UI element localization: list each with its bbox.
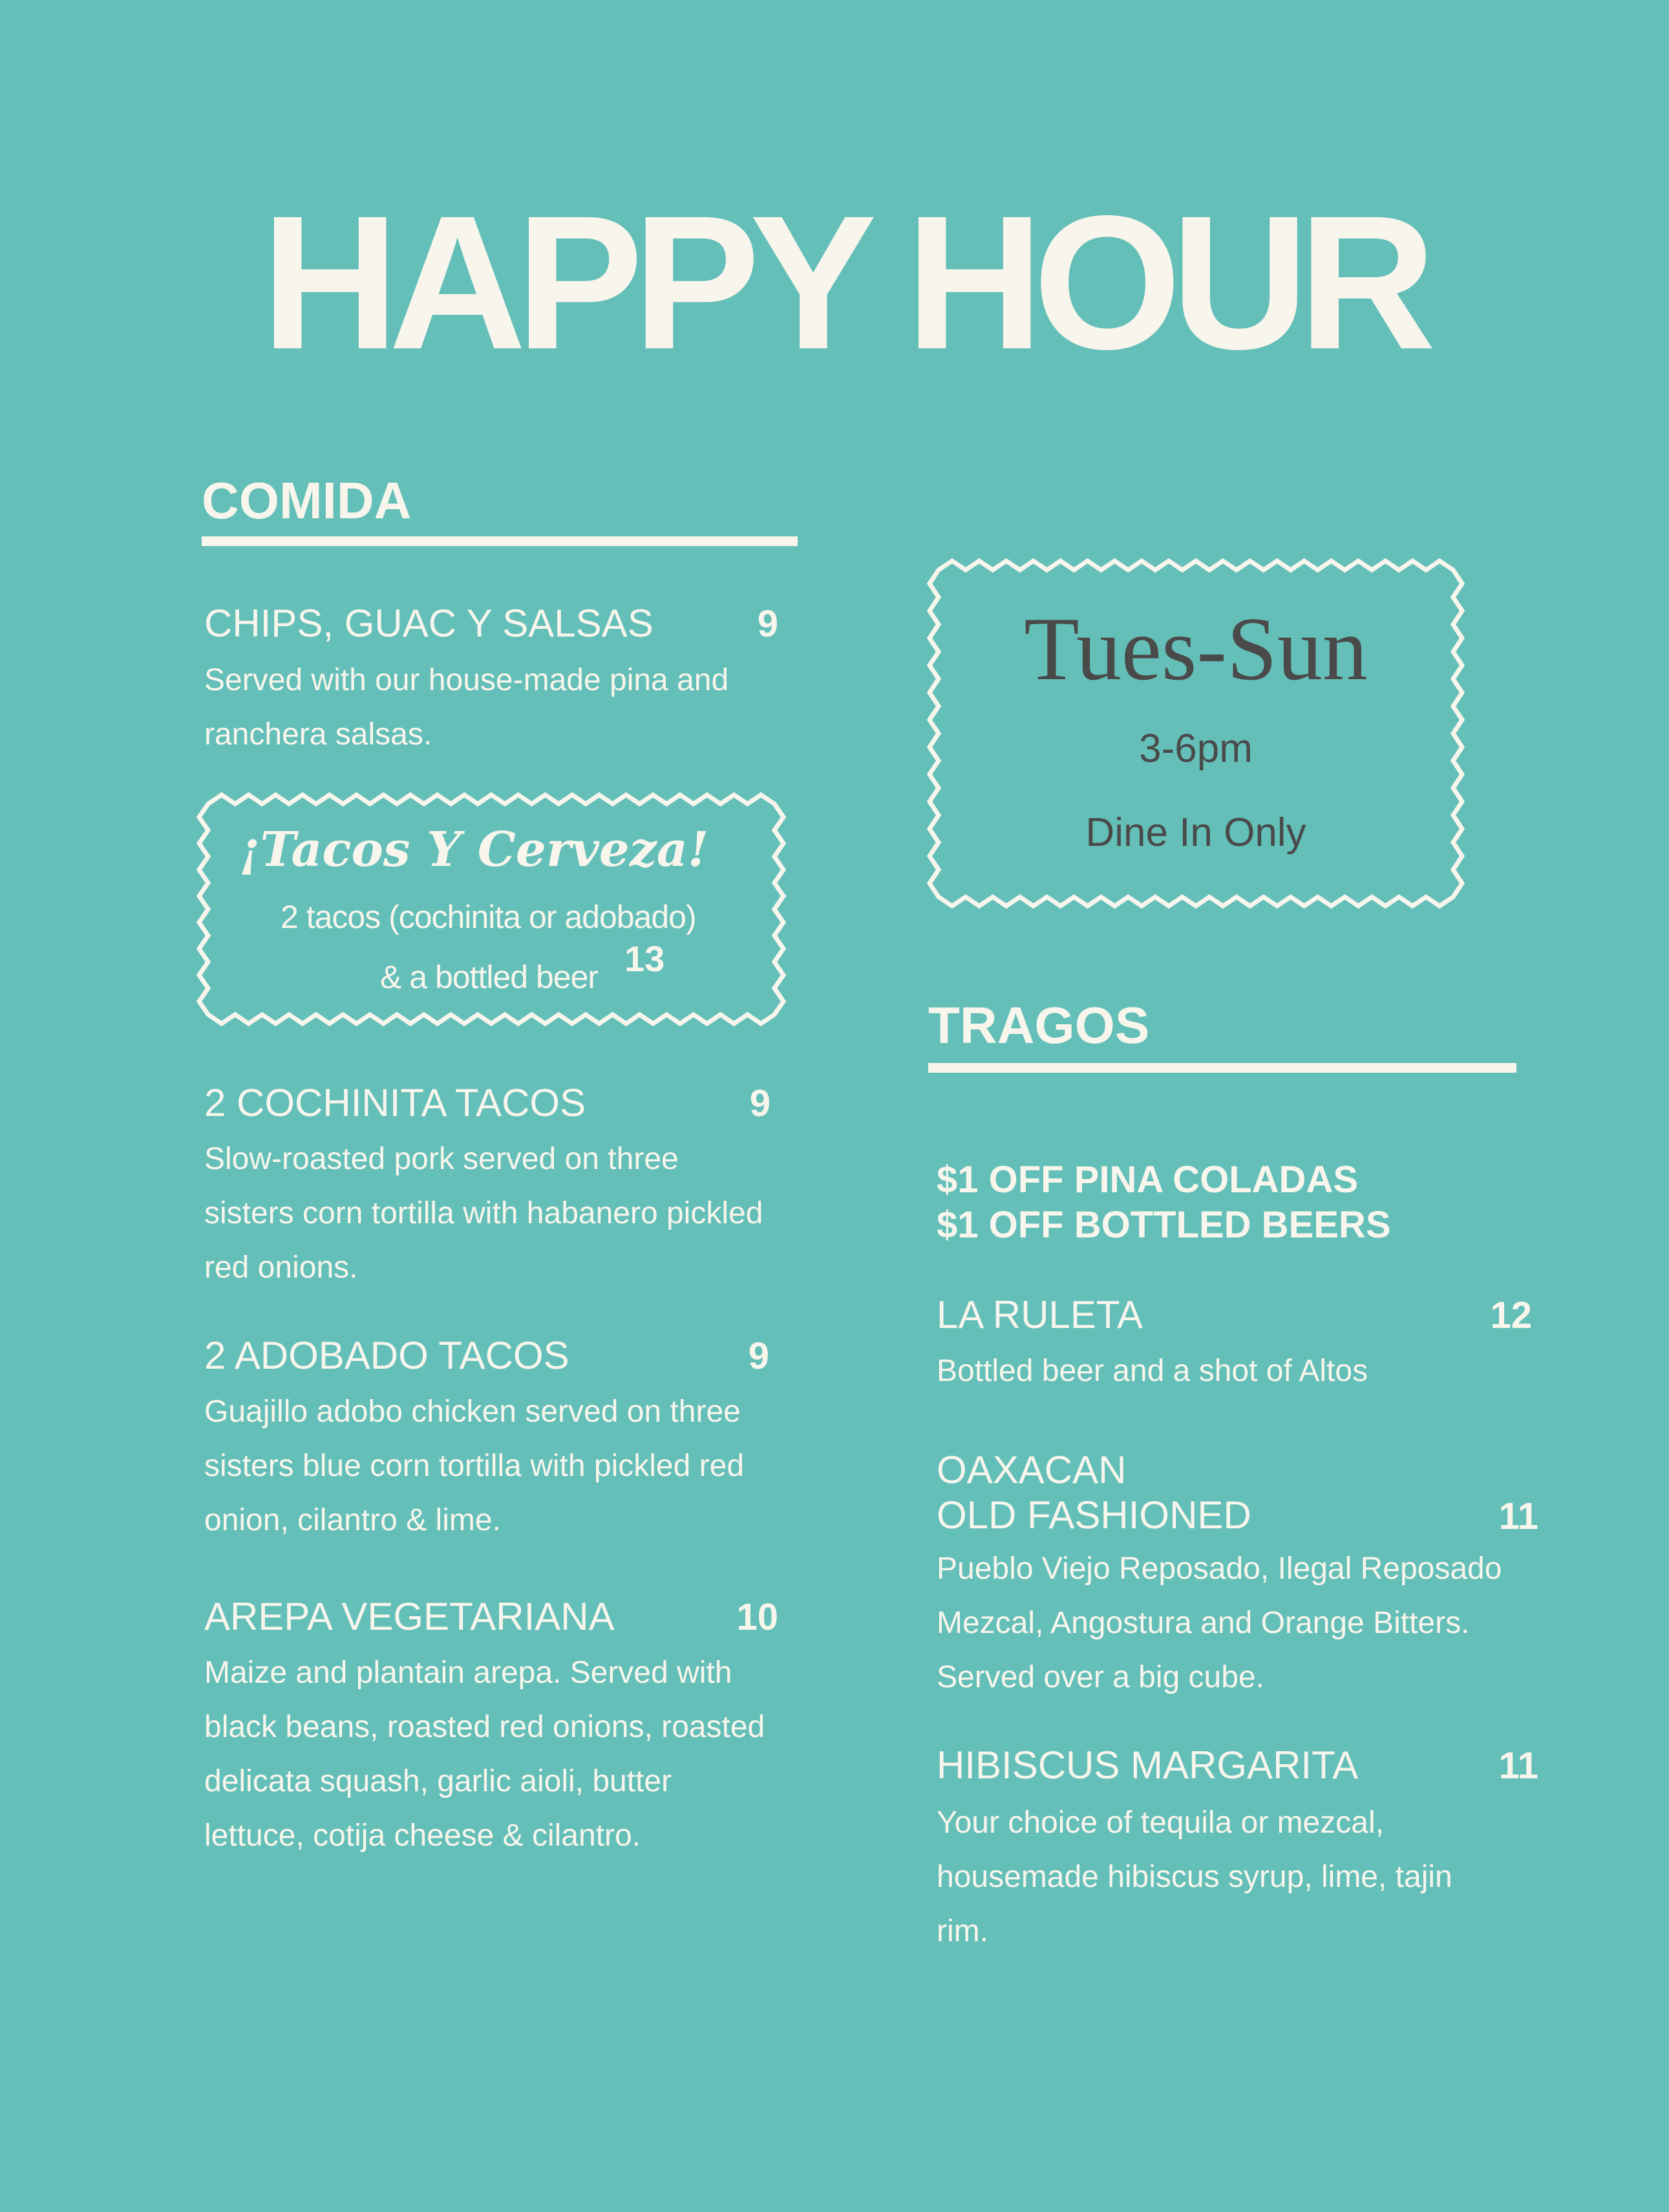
desc-line: onion, cilantro & lime.: [204, 1503, 501, 1537]
desc-line: Maize and plantain arepa. Served with: [204, 1656, 732, 1690]
desc-line: Bottled beer and a shot of Altos: [937, 1354, 1368, 1388]
hours-days: Tues-Sun: [1024, 599, 1368, 699]
tacos-promo-line1: 2 tacos (cochinita or adobado): [281, 899, 696, 935]
item-desc-arepa: [204, 1646, 765, 1863]
desc-line: Served with our house-made pina and: [204, 663, 729, 697]
tragos-deals: [937, 1157, 1391, 1248]
drink-name-old-fashioned: [937, 1448, 1251, 1538]
desc-line: Pueblo Viejo Reposado, Ilegal Reposado: [937, 1552, 1502, 1586]
item-price-chips: 9: [757, 603, 778, 645]
name-line: OLD FASHIONED: [937, 1493, 1251, 1537]
item-price-cochinita: 9: [749, 1082, 771, 1124]
drink-desc-hibiscus: [937, 1796, 1452, 1959]
desc-line: black beans, roasted red onions, roasted: [204, 1710, 765, 1744]
item-name-chips: CHIPS, GUAC Y SALSAS: [204, 602, 654, 645]
desc-line: sisters corn tortilla with habanero pickled: [204, 1196, 763, 1230]
item-desc-cochinita: [204, 1132, 763, 1295]
drink-price-old-fashioned: 11: [1498, 1495, 1538, 1537]
desc-line: lettuce, cotija cheese & cilantro.: [204, 1818, 641, 1853]
desc-line: delicata squash, garlic aioli, butter: [204, 1764, 672, 1798]
item-name-arepa: AREPA VEGETARIANA: [204, 1595, 615, 1638]
desc-line: Slow-roasted pork served on three: [204, 1142, 679, 1176]
desc-line: rim.: [937, 1914, 988, 1948]
tragos-rule: [928, 1063, 1516, 1073]
item-name-adobado: 2 ADOBADO TACOS: [204, 1334, 569, 1377]
tacos-promo-line2: & a bottled beer: [380, 959, 599, 995]
desc-line: sisters blue corn tortilla with pickled red: [204, 1449, 745, 1483]
deal-line: $1 OFF BOTTLED BEERS: [937, 1204, 1391, 1246]
item-price-adobado: 9: [748, 1335, 769, 1377]
item-desc-adobado: [204, 1385, 744, 1548]
drink-name-hibiscus: HIBISCUS MARGARITA: [937, 1743, 1359, 1787]
page-title: HAPPY HOUR: [261, 176, 1426, 389]
name-line: OAXACAN: [937, 1448, 1127, 1491]
drink-price-hibiscus: 11: [1498, 1745, 1538, 1787]
drink-desc-old-fashioned: [937, 1542, 1502, 1705]
tacos-promo-price: 13: [624, 938, 665, 979]
desc-line: Served over a big cube.: [937, 1660, 1264, 1694]
drink-name-la-ruleta: LA RULETA: [937, 1293, 1143, 1336]
desc-line: Your choice of tequila or mezcal,: [937, 1806, 1384, 1840]
item-name-cochinita: 2 COCHINITA TACOS: [204, 1081, 586, 1124]
tacos-promo-title: ¡Tacos Y Cerveza!: [239, 822, 709, 878]
drink-desc-la-ruleta: [937, 1344, 1368, 1398]
item-desc-chips: [204, 653, 728, 762]
drink-price-la-ruleta: 12: [1490, 1294, 1532, 1336]
desc-line: ranchera salsas.: [204, 717, 432, 752]
hours-note: Dine In Only: [1085, 810, 1306, 855]
item-price-arepa: 10: [736, 1596, 778, 1638]
desc-line: Guajillo adobo chicken served on three: [204, 1395, 741, 1429]
desc-line: housemade hibiscus syrup, lime, tajin: [937, 1860, 1452, 1894]
tragos-heading: TRAGOS: [928, 996, 1150, 1054]
deal-line: $1 OFF PINA COLADAS: [937, 1159, 1359, 1201]
desc-line: red onions.: [204, 1250, 358, 1285]
comida-rule: [202, 536, 798, 546]
comida-heading: COMIDA: [202, 472, 412, 529]
desc-line: Mezcal, Angostura and Orange Bitters.: [937, 1606, 1470, 1640]
hours-time: 3-6pm: [1139, 726, 1253, 771]
